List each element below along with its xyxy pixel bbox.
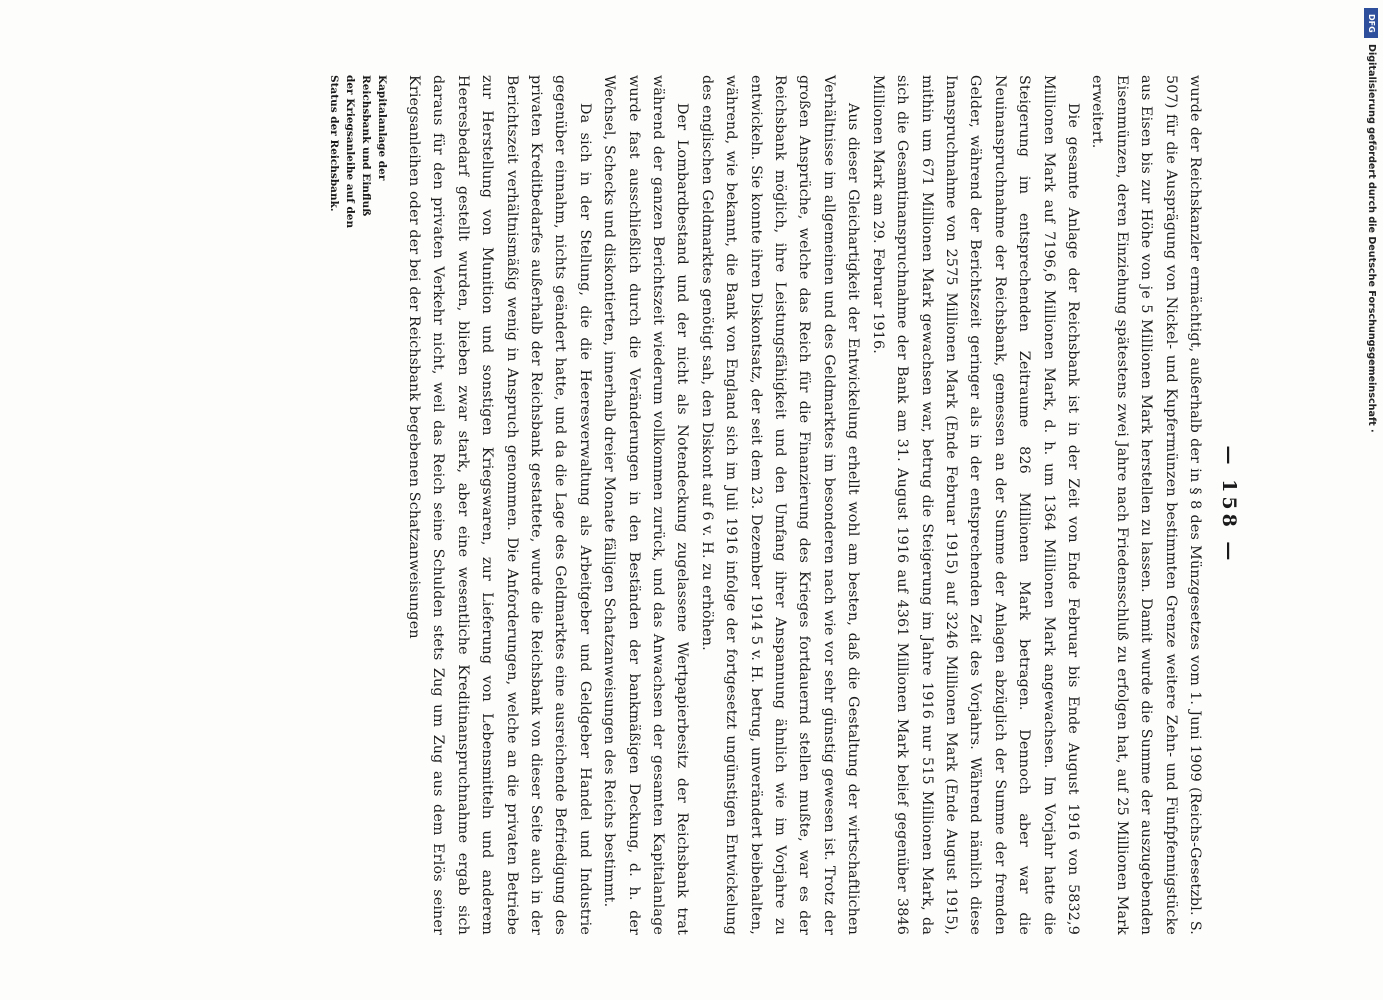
dfg-sidebar <box>1364 8 1378 998</box>
marginal-note-layer <box>0 75 390 935</box>
marginal-note-line: Kapitalanlage der <box>376 75 388 181</box>
paragraph: Die gesamte Anlage der Reichsbank ist in der Zeit von Ende Februar bis Ende August 1916 von 5832,9 Millionen Mark auf 7196,6 Millionen Mark, d. h. um 1364 Millionen Mark angewachsen. Im Vorjahr hatte die Steigerung im entsprechenden Zeitraume 826 Millionen Mark betragen. Dennoch aber war die Neuinanspruchnahme der Reichsbank, gemessen an der Summe der Anlagen abzüglich der Summe der fremden Gelder, während der Berichtszeit geringer als in der entsprechenden Zeit des Vorjahrs. Während nämlich diese Inanspruchnahme von 2575 Millionen Mark (Ende Februar 1915) auf 3246 Millionen Mark (Ende August 1915), mithin um 671 Millionen Mark gewachsen war, betrug die Steigerung im Jahre 1916 nur 515 Millionen Mark, da sich die Gesamtinanspruchnahme der Bank am 31. August 1916 auf 4361 Millionen Mark belief gegenüber 3846 Millionen Mark am 29. Februar 1916. <box>869 75 1081 935</box>
dfg-credit: Digitalisierung gefördert durch die Deutsche Forschungsgemeinschaft · <box>1366 44 1377 433</box>
marginal-note-line: Reichsbank und Einfluß <box>360 75 372 217</box>
paragraph: Aus dieser Gleichartigkeit der Entwickelung erhellt wohl am besten, daß die Gestaltung der wirtschaftlichen Verhältnisse im allgemeinen und des Geldmarktes im besonderen nach wie vor sehr günstig gewesen ist. Trotz der großen Ansprüche, welche das Reich für die Finanzierung des Krieges fortdauernd stellen mußte, war es der Reichsbank möglich, ihre Leistungsfähigkeit und den Umfang ihrer Anspannung ähnlich wie im Vorjahre zu entwickeln. Sie konnte ihren Diskontsatz, der seit dem 23. Dezember 1914 5 v. H. betrug, unverändert beibehalten, während, wie bekannt, die Bank von England sich im Juli 1916 infolge der fortgesetzt ungünstigen Entwickelung des englischen Geldmarktes genötigt sah, den Diskont auf 6 v. H. zu erhöhen. <box>698 75 862 935</box>
paragraph: Der Lombardbestand und der nicht als Notendeckung zugelassene Wertpapierbesitz der Reichsbank trat während der ganzen Berichtszeit wiederum vollkommen zurück, und das Anwachsen der gesamten Kapitalanlage wurde fast ausschließlich durch die Veränderungen in den Beständen der bankmäßigen Deckung, d. h. der Wechsel, Schecks und diskontierten, innerhalb dreier Monate fälligen Schatzanweisungen des Reichs bestimmt. <box>601 75 691 935</box>
marginal-note-line: der Kriegsanleihe auf den <box>344 75 356 229</box>
paragraph: wurde der Reichskanzler ermächtigt, außerhalb der in § 8 des Münzgesetzes vom 1. Juni 1909 (Reichs-Gesetzbl. S. 507) für die Ausprägung von Nickel- und Kupfermünzen bestimmten Grenze weitere Zehn- und Fünfpfennigstücke aus Eisen bis zur Höhe von je 5 Millionen Mark herstellen zu lassen. Damit wurde die Summe der auszugebenden Eisenmünzen, deren Einziehung spätestens zwei Jahre nach Friedensschluß zu erfolgen hat, auf 25 Millionen Mark erweitert. <box>1089 75 1203 935</box>
page-number: — 158 — <box>1218 445 1240 565</box>
marginal-note-line: Status der Reichsbank. <box>328 75 340 212</box>
dfg-logo: DFG <box>1364 8 1378 38</box>
marginal-note <box>326 75 390 675</box>
paragraph: Da sich in der Stellung, die die Heeresverwaltung als Arbeitgeber und Geldgeber Handel und Industrie gegenüber einnahm, nichts geändert hatte, und da die Lage des Geldmarktes eine ausreichende Befriedigung des privaten Kreditbedarfes außerhalb der Reichsbank gestattete, wurde die Reichsbank von dieser Seite auch in der Berichtszeit verhältnismäßig wenig in Anspruch genommen. Die Anforderungen, welche an die privaten Betriebe zur Herstellung von Munition und sonstigen Kriegswaren, zur Lieferung von Lebensmitteln und anderem Heeresbedarf gestellt wurden, blieben zwar stark, aber eine wesentliche Kreditinanspruchnahme ergab sich daraus für den privaten Verkehr nicht, weil das Reich seine Schulden stets Zug um Zug aus dem Erlös seiner Kriegsanleihen oder der bei der Reichsbank begebenen Schatzanweisungen <box>406 75 593 935</box>
